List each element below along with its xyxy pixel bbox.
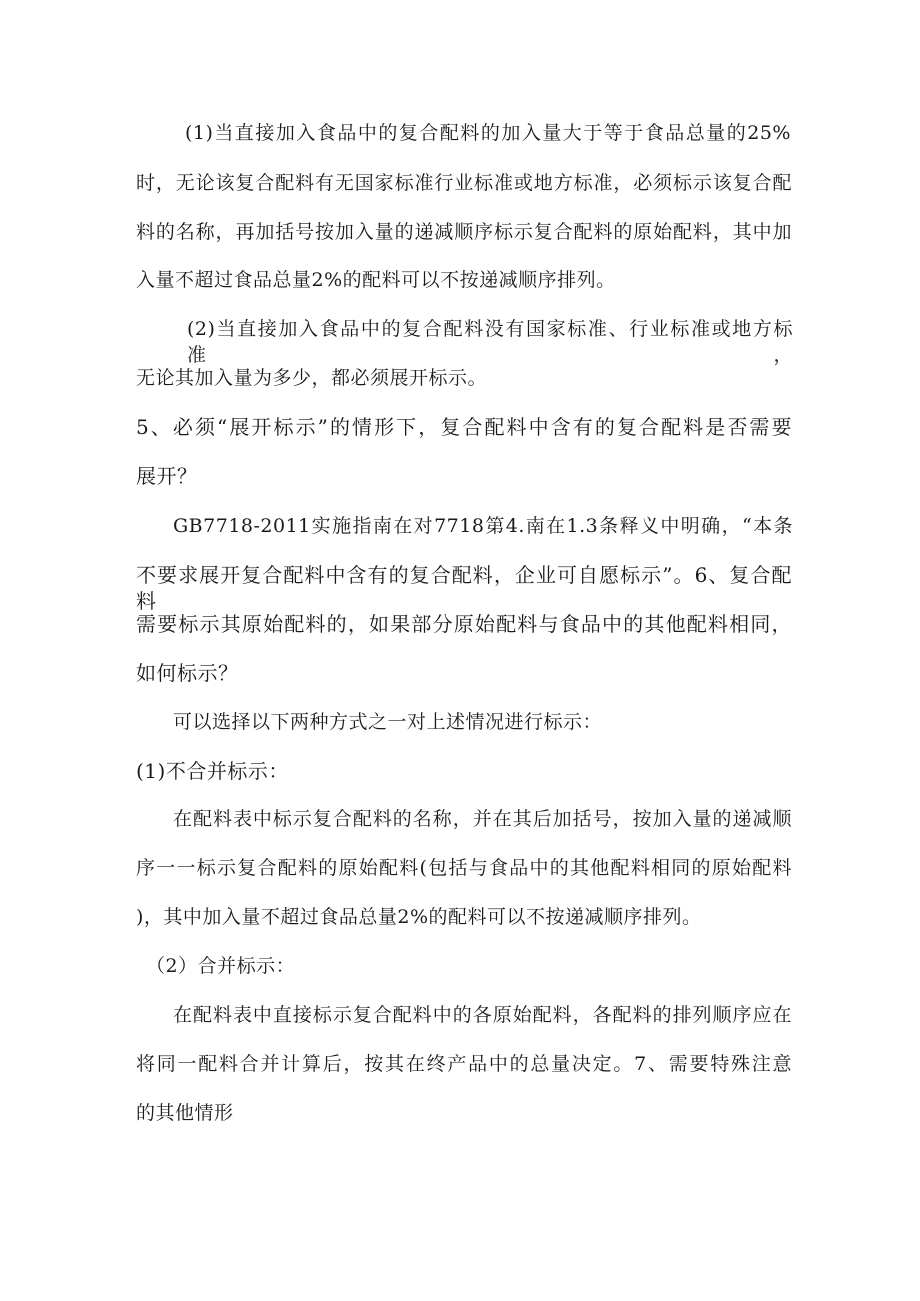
text-line-19: 在配料表中直接标示复合配料中的各原始配料，各配料的排列顺序应在 xyxy=(173,1004,792,1026)
text-line-4: 入量不超过食品总量2%的配料可以不按递减顺序排列。 xyxy=(136,269,616,291)
text-line-11: 需要标示其原始配料的，如果部分原始配料与食品中的其他配料相同， xyxy=(136,612,792,636)
text-line-14: (1)不合并标示： xyxy=(136,759,289,783)
text-line-10: 不要求展开复合配料中含有的复合配料，企业可自愿标示”。6、复合配料 xyxy=(136,563,792,613)
text-line-3: 料的名称，再加括号按加入量的递减顺序标示复合配料的原始配料，其中加 xyxy=(136,221,792,243)
text-line-12: 如何标示？ xyxy=(136,661,239,685)
text-line-5: (2)当直接加入食品中的复合配料没有国家标准、行业标准或地方标准， xyxy=(187,318,793,366)
text-line-6: 无论其加入量为多少，都必须展开标示。 xyxy=(136,367,488,389)
heading-5-line-1: 5、必须“展开标示”的情形下，复合配料中含有的复合配料是否需要 xyxy=(136,415,792,439)
text-line-13: 可以选择以下两种方式之一对上述情况进行标示： xyxy=(173,711,603,733)
text-line-18: （2）合并标示： xyxy=(146,955,296,977)
text-line-17: )，其中加入量不超过食品总量2%的配料可以不按递减顺序排列。 xyxy=(136,906,702,928)
text-line-15: 在配料表中标示复合配料的名称，并在其后加括号，按加入量的递减顺 xyxy=(173,808,792,830)
text-line-1: (1)当直接加入食品中的复合配料的加入量大于等于食品总量的25% xyxy=(185,122,791,144)
text-line-20: 将同一配料合并计算后，按其在终产品中的总量决定。7、需要特殊注意 xyxy=(136,1053,792,1075)
text-line-9: GB7718-2011实施指南在对7718第4.南在1.3条释义中明确，“本条 xyxy=(173,515,793,537)
text-line-2: 时，无论该复合配料有无国家标准行业标准或地方标准，必须标示该复合配 xyxy=(136,172,792,194)
text-line-21: 的其他情形 xyxy=(136,1102,234,1124)
text-line-16: 序一一标示复合配料的原始配料(包括与食品中的其他配料相同的原始配料 xyxy=(136,857,792,879)
heading-5-line-2: 展开？ xyxy=(136,464,198,488)
